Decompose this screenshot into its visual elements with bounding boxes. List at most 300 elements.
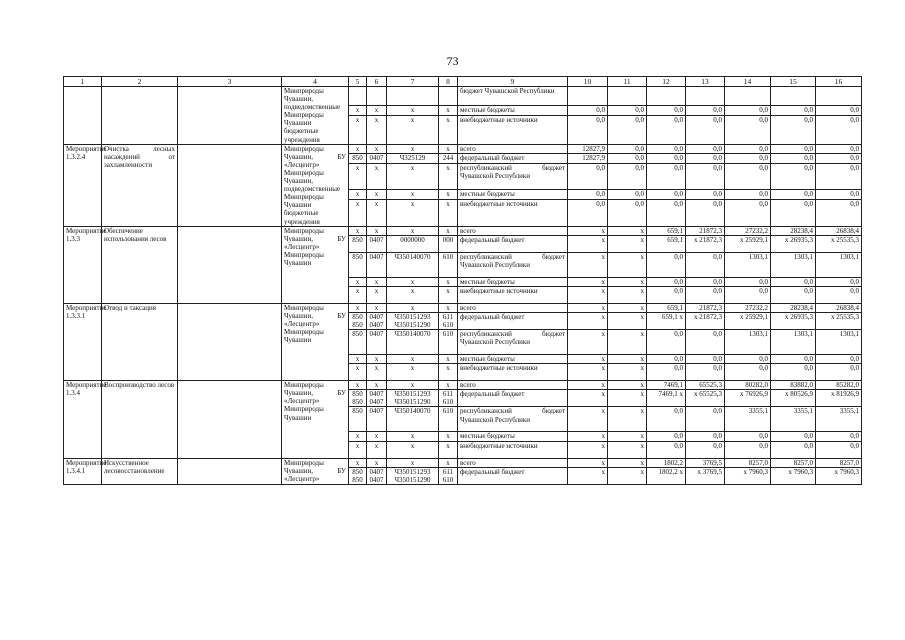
cell-c5: x <box>349 381 367 390</box>
cell-c15: 8257,0 <box>771 458 816 467</box>
cell-c8: x <box>439 364 458 381</box>
cell-c11: x <box>608 312 647 329</box>
cell-c7: x <box>387 190 439 200</box>
cell-c16: 8257,0 <box>816 458 862 467</box>
cell-c6: x <box>367 226 387 235</box>
cell-c9: местные бюджеты <box>458 432 568 441</box>
cell-c9: республиканский бюджет Чувашской Республики <box>458 330 568 355</box>
cell-c6: 0407 <box>367 252 387 277</box>
cell-c4: Минприроды Чувашии, БУ «Лесцентр» <box>282 458 349 484</box>
cell-c9: федеральный бюджет <box>458 235 568 252</box>
cell-c6: 0407 0407 <box>367 312 387 329</box>
table-body <box>64 77 862 485</box>
cell-c16: 0,0 <box>816 106 862 116</box>
cell-c5: x <box>349 190 367 200</box>
cell-c15: 3355,1 <box>771 407 816 432</box>
cell-c13 <box>686 87 725 106</box>
cell-c16: x 7960,3 <box>816 467 862 484</box>
cell-c7: x <box>387 303 439 312</box>
cell-c6: x <box>367 106 387 116</box>
cell-c14: 0,0 <box>725 106 771 116</box>
cell-c15: 0,0 <box>771 355 816 364</box>
cell-c13: x 65525,3 <box>686 390 725 407</box>
cell-c8: 610 <box>439 252 458 277</box>
cell-c13: 0,0 <box>686 432 725 441</box>
cell-c1: Мероприятие 1.3.4.1 <box>64 458 102 484</box>
cell-c15: 0,0 <box>771 106 816 116</box>
cell-c15: 1303,1 <box>771 252 816 277</box>
cell-c12: 0,0 <box>647 286 686 303</box>
cell-c7: x <box>387 226 439 235</box>
cell-c9: республиканский бюджет Чувашской Республики <box>458 407 568 432</box>
cell-c12: 0,0 <box>647 441 686 458</box>
cell-c11: 0,0 <box>608 200 647 227</box>
cell-c13: x 21872,3 <box>686 312 725 329</box>
cell-c10: 12827,9 <box>568 144 608 154</box>
cell-c15: 1303,1 <box>771 330 816 355</box>
cell-c5: x <box>349 286 367 303</box>
cell-c15: x 26935,3 <box>771 312 816 329</box>
cell-c13: 0,0 <box>686 364 725 381</box>
header-cell: 6 <box>367 77 387 87</box>
cell-c8 <box>439 87 458 106</box>
cell-c8: 611 610 <box>439 312 458 329</box>
cell-c14: 0,0 <box>725 190 771 200</box>
cell-c8: x <box>439 458 458 467</box>
cell-c9: местные бюджеты <box>458 106 568 116</box>
cell-c3 <box>178 144 282 226</box>
cell-c6: 0407 0407 <box>367 390 387 407</box>
cell-c8: 611 610 <box>439 390 458 407</box>
cell-c12: 659,1 x <box>647 312 686 329</box>
cell-c15: 0,0 <box>771 432 816 441</box>
cell-c10: x <box>568 364 608 381</box>
cell-c4: Минприроды Чувашии, БУ «Лесцентр» Минприроды Чувашии <box>282 381 349 458</box>
cell-c5: x <box>349 106 367 116</box>
cell-c8: x <box>439 226 458 235</box>
header-cell: 9 <box>458 77 568 87</box>
cell-c7: x <box>387 458 439 467</box>
cell-c9: федеральный бюджет <box>458 390 568 407</box>
cell-c5: x <box>349 163 367 190</box>
cell-c5: x <box>349 226 367 235</box>
cell-c12: 0,0 <box>647 163 686 190</box>
cell-c11: x <box>608 390 647 407</box>
cell-c14: 27232,2 <box>725 303 771 312</box>
cell-c9: местные бюджеты <box>458 355 568 364</box>
cell-c11: 0,0 <box>608 116 647 144</box>
cell-c14: x 7960,3 <box>725 467 771 484</box>
cell-c6: 0407 <box>367 235 387 252</box>
cell-c15: 28238,4 <box>771 226 816 235</box>
cell-c9: федеральный бюджет <box>458 312 568 329</box>
cell-c13: 0,0 <box>686 144 725 154</box>
cell-c9: всего <box>458 458 568 467</box>
cell-c13: x 21872,3 <box>686 235 725 252</box>
cell-c7: Ч350151293 Ч350151290 <box>387 312 439 329</box>
cell-c10: x <box>568 381 608 390</box>
cell-c16: 0,0 <box>816 200 862 227</box>
cell-c13: 21872,3 <box>686 303 725 312</box>
cell-c5: x <box>349 458 367 467</box>
cell-c15: 0,0 <box>771 286 816 303</box>
cell-c3 <box>178 226 282 303</box>
cell-c15 <box>771 87 816 106</box>
cell-c4: Минприроды Чувашии, подведомственные Минприроды Чувашии бюджетные учреждения <box>282 87 349 145</box>
cell-c11: x <box>608 458 647 467</box>
page-number: 73 <box>446 54 459 68</box>
cell-c8: 610 <box>439 407 458 432</box>
cell-c16: 26838,4 <box>816 226 862 235</box>
cell-c6: x <box>367 277 387 286</box>
cell-c8: 610 <box>439 330 458 355</box>
cell-c11: x <box>608 286 647 303</box>
cell-c14: x 76926,9 <box>725 390 771 407</box>
cell-c13: 0,0 <box>686 277 725 286</box>
cell-c11: 0,0 <box>608 163 647 190</box>
cell-c7: x <box>387 200 439 227</box>
cell-c9: бюджет Чувашской Республики <box>458 87 568 106</box>
cell-c8: 611 610 <box>439 467 458 484</box>
cell-c9: местные бюджеты <box>458 277 568 286</box>
cell-c6: x <box>367 200 387 227</box>
cell-c15: 0,0 <box>771 163 816 190</box>
cell-c15: 0,0 <box>771 200 816 227</box>
cell-c15: 83882,0 <box>771 381 816 390</box>
cell-c10: 0,0 <box>568 163 608 190</box>
cell-c10: x <box>568 252 608 277</box>
cell-c12: 7469,1 <box>647 381 686 390</box>
cell-c7: Ч350151293 Ч350151290 <box>387 467 439 484</box>
cell-c14: 0,0 <box>725 144 771 154</box>
cell-c11: x <box>608 407 647 432</box>
cell-c6: x <box>367 432 387 441</box>
cell-c8: x <box>439 163 458 190</box>
cell-c9: всего <box>458 226 568 235</box>
cell-c13: 0,0 <box>686 252 725 277</box>
cell-c10: x <box>568 441 608 458</box>
cell-c7: 0000000 <box>387 235 439 252</box>
cell-c5: 850 850 <box>349 312 367 329</box>
table-row <box>64 381 862 390</box>
cell-c16: 0,0 <box>816 355 862 364</box>
cell-c15: x 26935,3 <box>771 235 816 252</box>
cell-c14: 3355,1 <box>725 407 771 432</box>
cell-c8: x <box>439 116 458 144</box>
cell-c15: 0,0 <box>771 144 816 154</box>
cell-c8: x <box>439 200 458 227</box>
cell-c11: x <box>608 381 647 390</box>
cell-c16: 0,0 <box>816 144 862 154</box>
cell-c9: внебюджетные источники <box>458 441 568 458</box>
cell-c12: 0,0 <box>647 407 686 432</box>
cell-c6: x <box>367 163 387 190</box>
cell-c15: x 80526,9 <box>771 390 816 407</box>
cell-c12: 0,0 <box>647 200 686 227</box>
header-cell: 13 <box>686 77 725 87</box>
cell-c12: 0,0 <box>647 330 686 355</box>
cell-c14: 0,0 <box>725 286 771 303</box>
cell-c14: 8257,0 <box>725 458 771 467</box>
cell-c12: 1802,2 <box>647 458 686 467</box>
cell-c10: 0,0 <box>568 200 608 227</box>
cell-c6: x <box>367 381 387 390</box>
cell-c10: x <box>568 226 608 235</box>
cell-c1 <box>64 87 102 145</box>
cell-c14: 27232,2 <box>725 226 771 235</box>
cell-c10: x <box>568 235 608 252</box>
header-cell: 12 <box>647 77 686 87</box>
cell-c9: республиканский бюджет Чувашской Республики <box>458 252 568 277</box>
cell-c14: 1303,1 <box>725 330 771 355</box>
cell-c7: x <box>387 106 439 116</box>
cell-c15: 0,0 <box>771 364 816 381</box>
cell-c10: x <box>568 355 608 364</box>
cell-c13: 0,0 <box>686 106 725 116</box>
cell-c6: x <box>367 190 387 200</box>
cell-c12: 659,1 <box>647 303 686 312</box>
cell-c10: x <box>568 303 608 312</box>
cell-c12: 0,0 <box>647 190 686 200</box>
cell-c7: Ч350151293 Ч350151290 <box>387 390 439 407</box>
cell-c10: 12827,9 <box>568 154 608 164</box>
cell-c16: 1303,1 <box>816 252 862 277</box>
cell-c6: x <box>367 116 387 144</box>
cell-c5: 850 <box>349 235 367 252</box>
cell-c13: 0,0 <box>686 200 725 227</box>
cell-c9: всего <box>458 381 568 390</box>
cell-c2: Искусственное лесовосстановление <box>102 458 178 484</box>
header-cell: 5 <box>349 77 367 87</box>
cell-c9: федеральный бюджет <box>458 154 568 164</box>
cell-c12: 0,0 <box>647 364 686 381</box>
table-row <box>64 458 862 467</box>
cell-c11: x <box>608 226 647 235</box>
cell-c16: 0,0 <box>816 286 862 303</box>
cell-c8: 244 <box>439 154 458 164</box>
cell-c11: x <box>608 235 647 252</box>
cell-c12: 1802,2 x <box>647 467 686 484</box>
cell-c14: 0,0 <box>725 364 771 381</box>
cell-c14: 0,0 <box>725 355 771 364</box>
cell-c5: x <box>349 303 367 312</box>
cell-c9: федеральный бюджет <box>458 467 568 484</box>
cell-c8: x <box>439 144 458 154</box>
cell-c13: 0,0 <box>686 441 725 458</box>
cell-c8: x <box>439 190 458 200</box>
cell-c11: 0,0 <box>608 144 647 154</box>
cell-c1: Мероприятие 1.3.4 <box>64 381 102 458</box>
cell-c16: x 25535,3 <box>816 235 862 252</box>
cell-c5: 850 850 <box>349 467 367 484</box>
cell-c3 <box>178 303 282 380</box>
cell-c5: x <box>349 355 367 364</box>
cell-c9: внебюджетные источники <box>458 116 568 144</box>
header-cell: 16 <box>816 77 862 87</box>
cell-c5: x <box>349 144 367 154</box>
cell-c9: внебюджетные источники <box>458 286 568 303</box>
cell-c13: 0,0 <box>686 355 725 364</box>
cell-c11: x <box>608 330 647 355</box>
cell-c14: x 25929,1 <box>725 235 771 252</box>
cell-c16: 0,0 <box>816 154 862 164</box>
header-cell: 4 <box>282 77 349 87</box>
cell-c15: x 7960,3 <box>771 467 816 484</box>
cell-c13: 3769,5 <box>686 458 725 467</box>
cell-c12: 0,0 <box>647 355 686 364</box>
cell-c16: 3355,1 <box>816 407 862 432</box>
cell-c6: 0407 <box>367 154 387 164</box>
cell-c2: Отвод и таксация <box>102 303 178 380</box>
cell-c16: 0,0 <box>816 163 862 190</box>
cell-c7 <box>387 87 439 106</box>
cell-c6: x <box>367 441 387 458</box>
cell-c5: x <box>349 364 367 381</box>
cell-c16: 1303,1 <box>816 330 862 355</box>
cell-c6: x <box>367 303 387 312</box>
cell-c4: Минприроды Чувашии, БУ «Лесцентр» Минприроды Чувашии, подведомственные Минприроды Чувашии бюджетные учреждения <box>282 144 349 226</box>
cell-c8: x <box>439 277 458 286</box>
cell-c1: Мероприятие 1.3.2.4 <box>64 144 102 226</box>
cell-c2 <box>102 87 178 145</box>
cell-c7: x <box>387 116 439 144</box>
cell-c1: Мероприятие 1.3.3.1 <box>64 303 102 380</box>
cell-c15: 0,0 <box>771 190 816 200</box>
budget-table <box>63 76 862 485</box>
cell-c10: x <box>568 407 608 432</box>
cell-c3 <box>178 87 282 145</box>
cell-c12: 659,1 <box>647 226 686 235</box>
cell-c13: 0,0 <box>686 330 725 355</box>
cell-c11: x <box>608 303 647 312</box>
cell-c15: 0,0 <box>771 441 816 458</box>
header-cell: 15 <box>771 77 816 87</box>
cell-c7: Ч325129 <box>387 154 439 164</box>
cell-c13: 0,0 <box>686 116 725 144</box>
cell-c3 <box>178 381 282 458</box>
cell-c6: x <box>367 144 387 154</box>
cell-c9: всего <box>458 303 568 312</box>
cell-c10: 0,0 <box>568 190 608 200</box>
cell-c12: 0,0 <box>647 144 686 154</box>
cell-c12: 0,0 <box>647 432 686 441</box>
cell-c13: 0,0 <box>686 154 725 164</box>
cell-c5: 850 850 <box>349 390 367 407</box>
cell-c11 <box>608 87 647 106</box>
cell-c11: x <box>608 441 647 458</box>
cell-c5: x <box>349 432 367 441</box>
cell-c5: 850 <box>349 154 367 164</box>
cell-c10: x <box>568 467 608 484</box>
table-row <box>64 87 862 106</box>
cell-c10: 0,0 <box>568 106 608 116</box>
cell-c11: x <box>608 252 647 277</box>
cell-c15: 28238,4 <box>771 303 816 312</box>
cell-c12: 0,0 <box>647 277 686 286</box>
cell-c16: 0,0 <box>816 364 862 381</box>
cell-c5: 850 <box>349 252 367 277</box>
cell-c13: x 3769,5 <box>686 467 725 484</box>
cell-c9: местные бюджеты <box>458 190 568 200</box>
cell-c8: 000 <box>439 235 458 252</box>
header-cell: 7 <box>387 77 439 87</box>
cell-c5: x <box>349 200 367 227</box>
cell-c10: x <box>568 432 608 441</box>
cell-c5 <box>349 87 367 106</box>
cell-c11: x <box>608 364 647 381</box>
cell-c13: 0,0 <box>686 407 725 432</box>
cell-c13: 0,0 <box>686 286 725 303</box>
header-cell: 10 <box>568 77 608 87</box>
cell-c14: 0,0 <box>725 200 771 227</box>
cell-c7: x <box>387 286 439 303</box>
cell-c14: 0,0 <box>725 432 771 441</box>
cell-c10: 0,0 <box>568 116 608 144</box>
cell-c6: 0407 <box>367 407 387 432</box>
cell-c13: 65525,3 <box>686 381 725 390</box>
cell-c16: 0,0 <box>816 277 862 286</box>
cell-c16: 85282,0 <box>816 381 862 390</box>
cell-c9: всего <box>458 144 568 154</box>
cell-c6: x <box>367 355 387 364</box>
cell-c1: Мероприятие 1.3.3 <box>64 226 102 303</box>
cell-c4: Минприроды Чувашии, БУ «Лесцентр» Минприроды Чувашии <box>282 303 349 380</box>
table-row <box>64 303 862 312</box>
cell-c7: x <box>387 277 439 286</box>
cell-c16 <box>816 87 862 106</box>
cell-c7: x <box>387 144 439 154</box>
cell-c8: x <box>439 286 458 303</box>
cell-c6: x <box>367 286 387 303</box>
cell-c8: x <box>439 106 458 116</box>
cell-c10 <box>568 87 608 106</box>
cell-c10: x <box>568 312 608 329</box>
cell-c8: x <box>439 303 458 312</box>
cell-c6: 0407 0407 <box>367 467 387 484</box>
cell-c14: 0,0 <box>725 154 771 164</box>
cell-c11: 0,0 <box>608 106 647 116</box>
cell-c6: x <box>367 458 387 467</box>
cell-c11: x <box>608 432 647 441</box>
cell-c9: республиканский бюджет Чувашской Республики <box>458 163 568 190</box>
cell-c2: Обеспечение использования лесов <box>102 226 178 303</box>
cell-c5: x <box>349 441 367 458</box>
cell-c10: x <box>568 286 608 303</box>
cell-c12: 0,0 <box>647 116 686 144</box>
cell-c7: x <box>387 381 439 390</box>
cell-c10: x <box>568 330 608 355</box>
cell-c7: x <box>387 163 439 190</box>
header-cell: 8 <box>439 77 458 87</box>
cell-c14: 0,0 <box>725 116 771 144</box>
cell-c15: 0,0 <box>771 277 816 286</box>
cell-c11: 0,0 <box>608 190 647 200</box>
cell-c7: x <box>387 355 439 364</box>
cell-c10: x <box>568 458 608 467</box>
header-cell: 11 <box>608 77 647 87</box>
cell-c6: 0407 <box>367 330 387 355</box>
header-row <box>64 77 862 87</box>
cell-c15: 0,0 <box>771 154 816 164</box>
cell-c14 <box>725 87 771 106</box>
cell-c16: x 81926,9 <box>816 390 862 407</box>
cell-c8: x <box>439 355 458 364</box>
cell-c8: x <box>439 441 458 458</box>
cell-c16: 0,0 <box>816 190 862 200</box>
cell-c12: 0,0 <box>647 106 686 116</box>
cell-c6: x <box>367 364 387 381</box>
cell-c10: x <box>568 390 608 407</box>
